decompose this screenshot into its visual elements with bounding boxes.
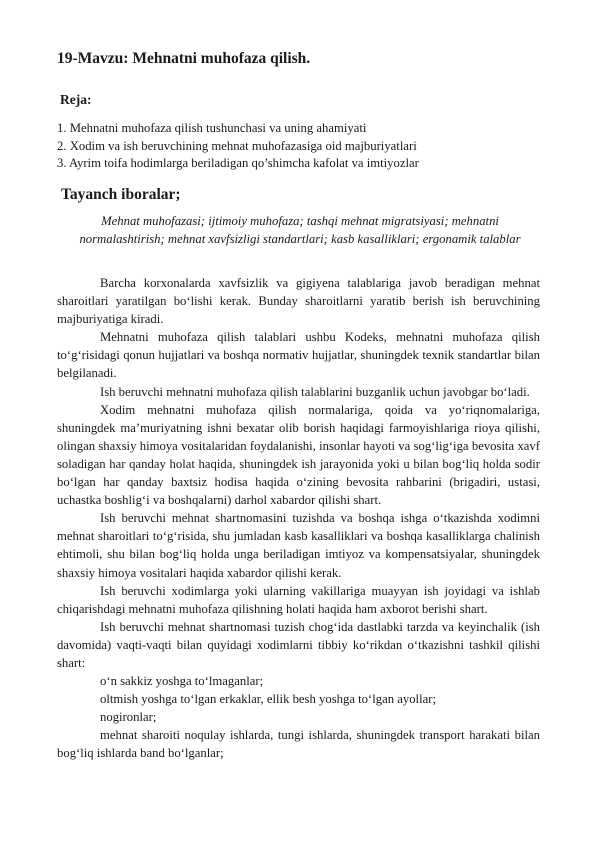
plan-list [57, 120, 557, 173]
paragraph: Mehnatni muhofaza qilish talablari ushbu Kodeks, mehnatni muhofaza qilish to‘g‘risidagi qonun hujjatlari va boshqa normativ hujjatlar, shuningdek texnik standartlar bilan belgilanadi. [57, 330, 540, 381]
paragraph: mehnat sharoiti noqulay ishlarda, tungi ishlarda, shuningdek transport harakati bilan bog‘liq ishlarda band bo‘lganlar; [57, 728, 540, 761]
paragraph: Ish beruvchi mehnatni muhofaza qilish talablarini buzganlik uchun javobgar bo‘ladi. [100, 384, 530, 399]
paragraph: Barcha korxonalarda xavfsizlik va gigiyena talablariga javob beradigan mehnat sharoitlari yaratilgan bo‘lishi kerak. Bunday sharoitlarni yaratib berish ish beruvchining majburiyatiga kiradi. [57, 276, 540, 327]
list-item: o‘n sakkiz yoshga to‘lmaganlar; [100, 674, 264, 689]
topic-title: 19-Mavzu: Mehnatni muhofaza qilish. [57, 50, 311, 67]
plan-item: 2. Xodim va ish beruvchining mehnat muhofazasiga oid majburiyatlari [57, 138, 417, 153]
paragraph: Ish beruvchi mehnat shartnomasi tuzish chog‘ida dastlabki tarzda va keyinchalik (ish davomida) vaqti-vaqti bilan quyidagi xodimlarni tibbiy ko‘rikdan o‘tkazishni tashkil qilishi shart: [57, 619, 540, 670]
paragraph: Ish beruvchi mehnat shartnomasini tuzishda va boshqa ishga o‘tkazishda xodimni mehnat sharoitlari to‘g‘risida, shu jumladan kasb kasalliklari va boshqa kasalliklarga chalinish ehtimoli, shu bilan bog‘liq holda unga beriladigan imtiyoz va kompensatsiyalar, shuningdek shaxsiy himoya vositalari haqida xabardor qilishi kerak. [57, 511, 540, 580]
keywords-heading: Tayanch iboralar; [61, 186, 181, 203]
list-item: oltmish yoshga to‘lgan erkaklar, ellik besh yoshga to‘lgan ayollar; [100, 692, 436, 707]
plan-heading: Reja: [60, 92, 92, 107]
body-text [57, 274, 540, 763]
plan-item: 1. Mehnatni muhofaza qilish tushunchasi va uning ahamiyati [57, 121, 367, 135]
keywords-text: Mehnat muhofazasi; ijtimoiy muhofaza; tashqi mehnat migratsiyasi; mehnatni normalashtirish; mehnat xavfsizligi standartlari; kasb kasalliklari; ergonamik talablar [79, 214, 521, 246]
paragraph: Xodim mehnatni muhofaza qilish normalariga, qoida va yo‘riqnomalariga, shuningdek ma’muriyatning ishni bexatar olib borish haqidagi farmoyishlariga rioya qilishi, olingan shaxsiy himoya vositalaridan foydalanishi, insonlar hayoti va sog‘lig‘iga bevosita xavf soladigan har qanday holat haqida, shuningdek ish jarayonida yoki u bilan bog‘liq holda sodir bo‘lgan har qanday baxtsiz hodisa haqida o‘zining bevosita rahbarini (brigadiri, ustasi, uchastka boshlig‘i va boshqalarni) darhol xabardor qilishi shart. [57, 402, 540, 508]
list-item: nogironlar; [100, 710, 157, 725]
paragraph: Ish beruvchi xodimlarga yoki ularning vakillariga muayyan ish joyidagi va ishlab chiqarishdagi mehnatni muhofaza qilishning holati haqida ham axborot berishi shart. [57, 583, 540, 616]
plan-item: 3. Ayrim toifa hodimlarga beriladigan qo’shimcha kafolat va imtiyozlar [57, 156, 419, 170]
